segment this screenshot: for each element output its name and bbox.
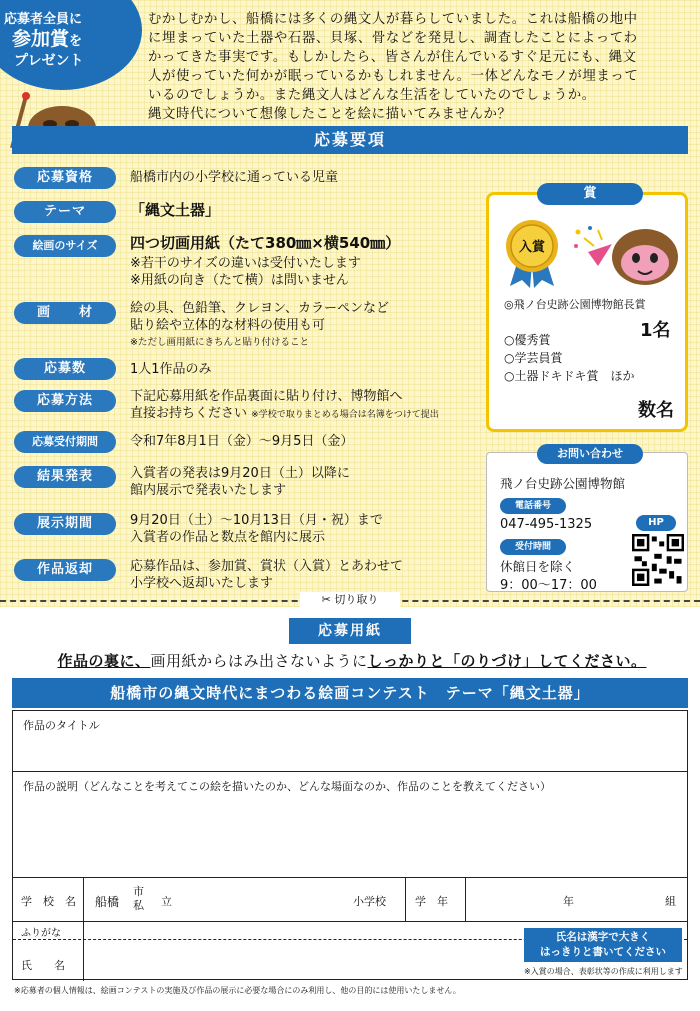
intro-line: 縄文時代について想像したことを絵に描いてみませんか？: [148, 107, 512, 122]
medal-icon: [500, 218, 564, 288]
name-note: [524, 928, 682, 962]
method-line2: [130, 405, 439, 424]
return-line2: 小学校へ返却いたします: [130, 576, 274, 591]
exhibit-label: 展示期間: [14, 513, 116, 535]
result-line1: 入賞者の発表は9月20日（土）以降に: [130, 466, 350, 481]
contest-title: 船橋市の縄文時代にまつわる絵画コンテスト テーマ「縄文土器」: [12, 678, 688, 708]
method-label: 応募方法: [14, 390, 116, 412]
intro-line: 人が使っていた何かが眠っているかもしれません。一体どんなモノが埋まって: [148, 69, 639, 84]
method-line1: 下記応募用紙を作品裏面に貼り付け、博物館へ: [130, 389, 403, 404]
party-popper-icon: [568, 222, 616, 270]
name-note-line1: 氏名は漢字で大きく: [555, 931, 651, 943]
eligibility-text: 船橋市内の小学校に通っている児童: [130, 170, 339, 185]
form-tag: 応募用紙: [289, 618, 411, 644]
qr-code[interactable]: [632, 534, 684, 586]
section-title: 応募要項: [12, 126, 688, 154]
hours-label: 受付時間: [500, 539, 566, 555]
name-input[interactable]: [89, 945, 509, 975]
director-award-count: 1名: [640, 320, 671, 341]
phone-number: 047-495-1325: [500, 517, 593, 532]
furigana-input[interactable]: [89, 922, 509, 938]
form-divider: [13, 877, 687, 878]
form-column-line: [405, 877, 406, 921]
glue-instruction: [22, 650, 682, 671]
glue-emphasis: しっかりと「のりづけ」してください。: [367, 652, 647, 670]
school-label: 学 校 名: [21, 895, 76, 908]
material-note: ※ただし画用紙にきちんと貼り付けること: [130, 337, 309, 348]
count-text: 1人1作品のみ: [130, 362, 212, 377]
form-column-line: [465, 877, 466, 921]
description-input[interactable]: [17, 795, 681, 873]
count-label: 応募数: [14, 358, 116, 380]
size-text: [130, 235, 400, 289]
privacy-note: ※応募者の個人情報は、絵画コンテストの実施及び作品の展示に必要な場合にのみ利用し、他の目的には使用いたしません。: [14, 986, 461, 995]
name-label: 氏 名: [21, 959, 65, 972]
material-label: 画 材: [14, 302, 116, 324]
glue-mid: 画用紙からはみ出さないように: [150, 652, 368, 670]
material-text: [130, 300, 389, 351]
badge-line3: プレゼント: [14, 53, 84, 69]
method-line2-main: 直接お持ちください: [130, 406, 248, 421]
director-award: ◎飛ノ台史跡公園博物館長賞: [504, 298, 646, 311]
name-note-line2: はっきりと書いてください: [540, 946, 666, 958]
theme-label: テーマ: [14, 201, 116, 223]
eligibility-label: 応募資格: [14, 167, 116, 189]
phone-label: 電話番号: [500, 498, 566, 514]
theme-text: [130, 202, 220, 220]
form-column-line: [83, 877, 84, 981]
city-name: 船橋: [95, 895, 120, 909]
theme-value: 「縄文土器」: [130, 201, 221, 219]
award-curator: ○学芸員賞: [504, 351, 563, 365]
intro-line: に埋まっていた土器や石器、貝塚、骨などを発見し、調査したことによってわ: [148, 31, 638, 46]
period-label: 応募受付期間: [14, 431, 116, 453]
grade-year: 年: [563, 895, 574, 908]
method-note: ※学校で取りまとめる場合は名簿をつけて提出: [251, 410, 439, 420]
museum-name: 飛ノ台史跡公園博物館: [500, 476, 626, 491]
badge-suffix: を: [69, 34, 83, 49]
size-note2: ※用紙の向き（たて横）は問いません: [130, 273, 349, 288]
award-excellent: ○優秀賞: [504, 333, 551, 347]
prize-header: 賞: [537, 183, 643, 205]
material-line2: 貼り絵や立体的な材料の使用も可: [130, 318, 326, 333]
exhibit-line2: 入賞者の作品と数点を館内に展示: [130, 530, 326, 545]
grade-class: 組: [665, 895, 676, 908]
size-value: 四つ切画用紙（たて380㎜×横540㎜）: [130, 234, 401, 252]
result-label: 結果発表: [14, 466, 116, 488]
return-label: 作品返却: [14, 559, 116, 581]
size-label: 絵画のサイズ: [14, 235, 116, 257]
intro-line: いるのでしょうか。また縄文人はどんな生活をしていたのでしょうか。: [148, 88, 596, 103]
elementary-suffix: 小学校: [353, 895, 386, 908]
intro-text: [148, 10, 693, 124]
badge-line1: 応募者全員に: [4, 12, 83, 27]
title-input[interactable]: [17, 731, 681, 767]
award-doki: ○土器ドキドキ賞 ほか: [504, 369, 635, 383]
mascot-illustration: [610, 225, 680, 287]
result-text: [130, 465, 350, 499]
award-note: ※入賞の場合、表彰状等の作成に利用します: [524, 967, 683, 976]
badge-line2: [12, 24, 82, 51]
city-type-lower: 私: [133, 899, 144, 912]
school-name-input[interactable]: [178, 883, 348, 913]
exhibit-text: [130, 512, 383, 546]
furigana-label: ふりがな: [21, 928, 61, 939]
contact-header: お問い合わせ: [537, 444, 643, 464]
cut-label: ✂ 切り取り: [300, 592, 400, 608]
result-line2: 館内展示で発表いたします: [130, 483, 287, 498]
glue-prefix: 作品の裏に、: [57, 652, 151, 670]
city-type-upper: 市: [133, 885, 144, 898]
ritsu: 立: [161, 895, 172, 908]
description-label: 作品の説明（どんなことを考えてこの絵を描いたのか、どんな場面なのか、作品のことを教えてください）: [23, 780, 551, 793]
cut-label-text: 切り取り: [334, 593, 379, 606]
period-text: 令和7年8月1日（金）～9月5日（金）: [130, 434, 354, 449]
badge-prize-word: 参加賞: [12, 28, 70, 50]
exhibit-line1: 9月20日（土）～10月13日（月・祝）まで: [130, 513, 383, 528]
return-line1: 応募作品は、参加賞、賞状（入賞）とあわせて: [130, 559, 404, 574]
return-text: [130, 558, 403, 592]
open-hours: 9：00～17：00: [500, 578, 597, 593]
closed-days: 休館日を除く: [500, 559, 576, 574]
medal-label: 入賞: [518, 240, 546, 255]
intro-line: かってきた事実です。もしかしたら、皆さんが住んでいるすぐ足元にも、縄文: [148, 50, 637, 65]
method-text: [130, 388, 439, 424]
size-note1: ※若干のサイズの違いは受付いたします: [130, 256, 361, 271]
form-divider: [13, 771, 687, 772]
title-label: 作品のタイトル: [23, 719, 100, 732]
grade-label: 学 年: [415, 895, 448, 908]
other-awards-count: 数名: [638, 400, 674, 421]
hp-label: HP: [636, 515, 676, 531]
intro-line: むかしむかし、船橋には多くの縄文人が暮らしていました。これは船橋の地中: [148, 12, 638, 27]
material-line1: 絵の具、色鉛筆、クレヨン、カラーペンなど: [130, 301, 389, 316]
